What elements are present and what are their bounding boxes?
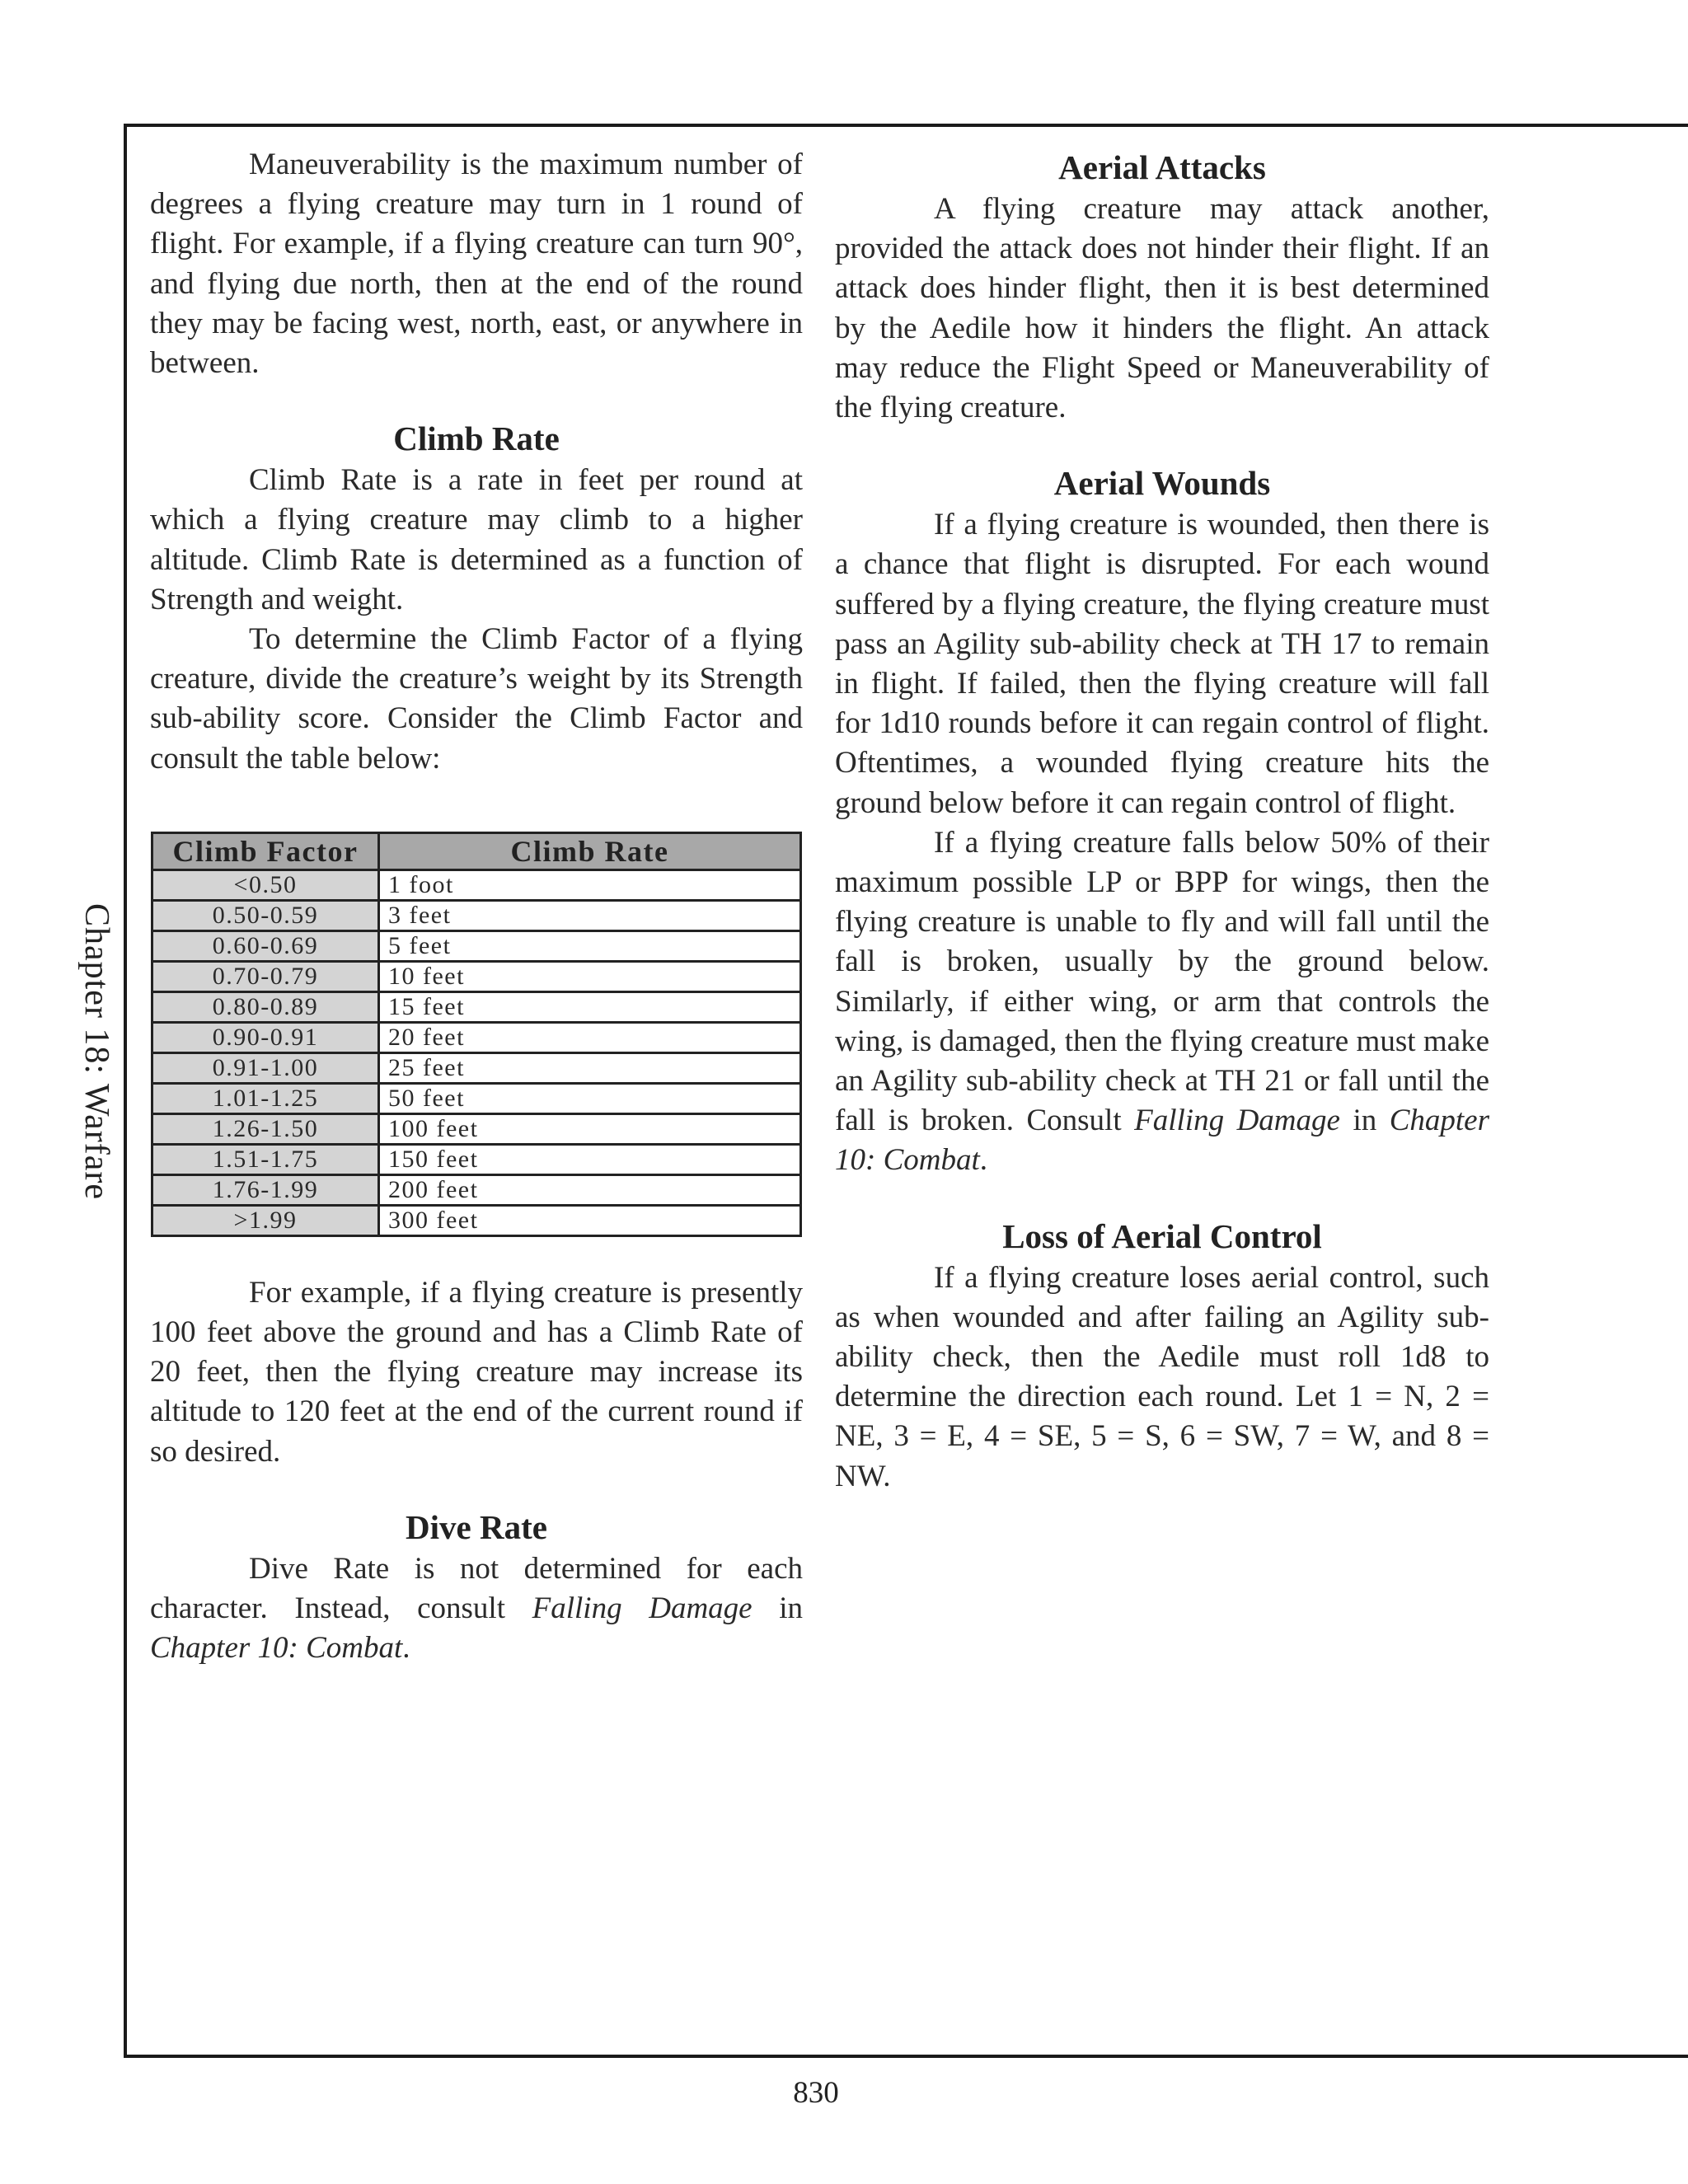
table-row: [152, 1083, 801, 1113]
table-row: [152, 1052, 801, 1083]
climb-rate-cell: 5 feet: [379, 930, 801, 961]
climb-rate-cell: 10 feet: [379, 961, 801, 991]
chapter-reference: Chapter 10: Combat: [835, 1104, 1489, 1178]
climb-example-paragraph: For example, if a flying creature is presently 100 feet above the ground and has a Climb Rate of 20 feet, then the flying creature may increase its altitude to 120 feet at the end of the current round if so desired.: [150, 1275, 803, 1469]
page-number: 830: [793, 2076, 839, 2110]
falling-damage-reference: Falling Damage: [1134, 1104, 1340, 1138]
aerial-wounds-heading: Aerial Wounds: [1053, 464, 1271, 503]
climb-factor-cell: >1.99: [152, 1205, 379, 1235]
loss-of-aerial-control-heading: Loss of Aerial Control: [1002, 1216, 1322, 1255]
climb-factor-cell: 1.51-1.75: [152, 1144, 379, 1174]
table-row: [152, 1022, 801, 1052]
climb-factor-cell: 1.76-1.99: [152, 1174, 379, 1205]
climb-rate-paragraph-1: Climb Rate is a rate in feet per round at which a flying creature may climb to a higher altitude. Climb Rate is determined as a function of Strength and weight.: [150, 463, 803, 616]
climb-factor-cell: 0.90-0.91: [152, 1022, 379, 1052]
maneuverability-paragraph: Maneuverability is the maximum number of degrees a flying creature may turn in 1 round of flight. For example, if a flying creature can turn 90°, and flying due north, then at the end of the round they may be facing west, north, east, or anywhere in between.: [150, 148, 803, 381]
left-column: [150, 145, 803, 1668]
aerial-wounds-paragraph-2: If a flying creature falls below 50% of their maximum possible LP or BPP for wings, then the flying creature is unable to fly and will fall until the fall is broken, usually by the ground below. Similarly, if either wing, or arm that controls the wing, is damaged, then the flying creature must make an Agility sub-ability check at TH 21 or fall until the fall is broken. Consult Falling Damage in Chapter 10: Combat.: [835, 825, 1489, 1178]
chapter-side-label: Chapter 18: Warfare: [77, 902, 115, 1201]
aerial-attacks-heading: Aerial Attacks: [1058, 148, 1266, 186]
falling-damage-reference: Falling Damage: [532, 1591, 753, 1626]
climb-factor-header: Climb Factor: [152, 832, 379, 869]
climb-rate-cell: 300 feet: [379, 1205, 801, 1235]
table-row: [152, 900, 801, 930]
table-row: [152, 1113, 801, 1144]
climb-factor-cell: 0.70-0.79: [152, 961, 379, 991]
climb-rate-cell: 15 feet: [379, 991, 801, 1022]
loss-of-aerial-control-paragraph: If a flying creature loses aerial control, such as when wounded and after failing an Agility sub-ability check, then the Aedile must roll 1d8 to determine the direction each round. Let 1 = N, 2 = NE, 3 = E, 4 = SE, 5 = S, 6 = SW, 7 = W, and 8 = NW.: [835, 1260, 1489, 1493]
table-row: [152, 869, 801, 900]
climb-factor-cell: 1.01-1.25: [152, 1083, 379, 1113]
page-frame-left-rule: [124, 124, 127, 2058]
climb-rate-paragraph-2: To determine the Climb Factor of a flying creature, divide the creature’s weight by its Strength sub-ability score. Consider the Climb Factor and consult the table below:: [150, 622, 803, 776]
climb-factor-cell: <0.50: [152, 869, 379, 900]
dive-rate-heading: Dive Rate: [406, 1507, 547, 1546]
right-column: [835, 145, 1489, 1497]
chapter-reference: Chapter 10: Combat: [150, 1631, 403, 1666]
climb-rate-cell: 20 feet: [379, 1022, 801, 1052]
climb-rate-cell: 1 foot: [379, 869, 801, 900]
climb-rate-cell: 50 feet: [379, 1083, 801, 1113]
climb-rate-cell: 3 feet: [379, 900, 801, 930]
dive-rate-paragraph: Dive Rate is not determined for each character. Instead, consult Falling Damage in Chapter 10: Combat.: [150, 1551, 804, 1666]
climb-factor-cell: 0.50-0.59: [152, 900, 379, 930]
climb-rate-cell: 150 feet: [379, 1144, 801, 1174]
page-frame-top-rule: [124, 124, 1688, 127]
aerial-wounds-paragraph-1: If a flying creature is wounded, then there is a chance that flight is disrupted. For each wound suffered by a flying creature, the flying creature must pass an Agility sub-ability check at TH 17 to remain in flight. If failed, then the flying creature will fall for 1d10 rounds before it can regain control of flight. Oftentimes, a wounded flying creature hits the ground below before it can regain control of flight.: [835, 508, 1489, 820]
climb-rate-cell: 100 feet: [379, 1113, 801, 1144]
table-row: [152, 961, 801, 991]
climb-factor-cell: 0.80-0.89: [152, 991, 379, 1022]
climb-rate-header: Climb Rate: [379, 832, 801, 869]
climb-factor-cell: 1.26-1.50: [152, 1113, 379, 1144]
table-row: [152, 991, 801, 1022]
climb-rate-heading: Climb Rate: [393, 419, 560, 458]
table-row: [152, 1205, 801, 1235]
table-row: [152, 1144, 801, 1174]
climb-factor-cell: 0.60-0.69: [152, 930, 379, 961]
table-row: [152, 1174, 801, 1205]
page-frame-bottom-rule: [124, 2055, 1688, 2058]
table-row: [152, 930, 801, 961]
table-header-row: [152, 832, 801, 869]
climb-rate-cell: 25 feet: [379, 1052, 801, 1083]
climb-rate-cell: 200 feet: [379, 1174, 801, 1205]
climb-factor-cell: 0.91-1.00: [152, 1052, 379, 1083]
climb-rate-table: [151, 832, 802, 1237]
aerial-attacks-paragraph: A flying creature may attack another, provided the attack does not hinder their flight. If an attack does hinder flight, then it is best determined by the Aedile how it hinders the flight. An attack may reduce the Flight Speed or Maneuverability of the flying creature.: [835, 192, 1489, 425]
